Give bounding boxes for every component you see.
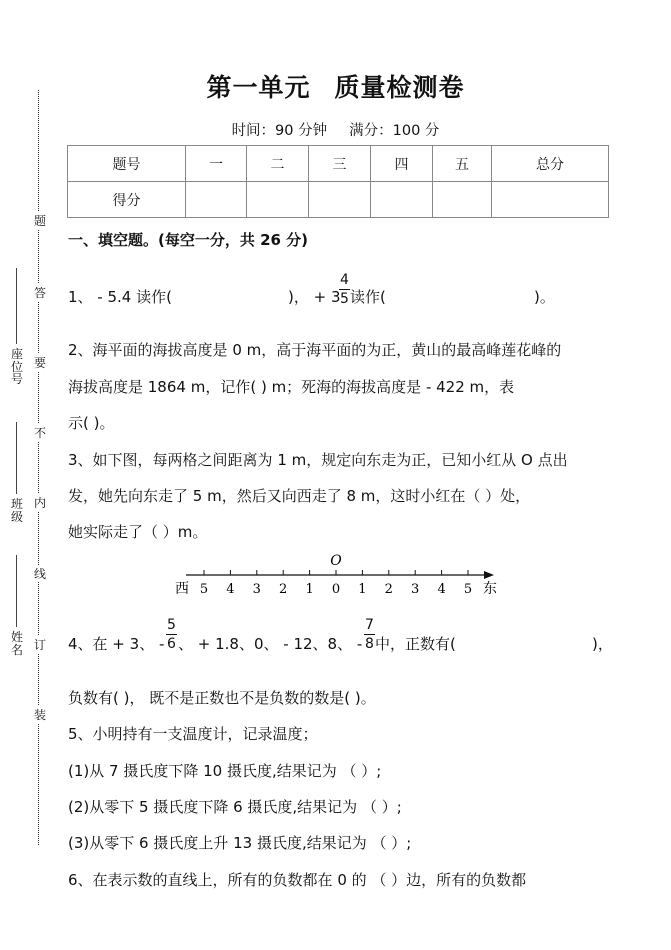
binding-char-4: 不 — [33, 426, 46, 440]
q2-line-1: 2、海平面的海拔高度是 0 m，高于海平面的为正，黄山的最高峰莲花峰的 — [68, 341, 562, 359]
tick-label-3: 2 — [279, 582, 288, 597]
section-heading: 一、填空题。(每空一分，共 26 分) — [68, 231, 309, 249]
tick-label-7: 2 — [384, 582, 393, 597]
binding-char-8: 装 — [33, 708, 46, 722]
q4-fraction-2 — [364, 618, 375, 651]
seat-number-label: 座位号 — [10, 347, 23, 387]
binding-char-2: 答 — [33, 286, 46, 300]
q2-line-3: 示( )。 — [68, 414, 115, 432]
tick-label-10: 5 — [463, 582, 473, 597]
score-table — [67, 145, 609, 218]
q5-line-2: (1)从 7 摄氏度下降 10 摄氏度,结果记为 （ ）; — [68, 762, 382, 780]
q2-line-2: 海拔高度是 1864 m，记作( ) m；死海的海拔高度是 - 422 m，表 — [68, 378, 515, 396]
score-cell-total[interactable] — [492, 182, 609, 218]
score-cell-2[interactable] — [247, 182, 309, 218]
east-label: 东 — [483, 581, 497, 597]
tick-label-4: 1 — [305, 582, 314, 597]
tick-label-2: 3 — [252, 582, 261, 597]
question-1 — [68, 273, 608, 317]
q4-part-c: 中，正数有( — [375, 635, 456, 653]
q4-line-2: 负数有( )， 既不是正数也不是负数的数是( )。 — [68, 689, 376, 707]
name-label: 姓名 — [10, 630, 23, 657]
q1-part-d: )。 — [534, 288, 555, 306]
tick-label-9: 4 — [437, 582, 446, 597]
title-part1: 第一单元 — [206, 73, 311, 102]
header-cell-2: 二 — [247, 146, 309, 182]
header-cell-4: 四 — [371, 146, 433, 182]
header-cell-3: 三 — [309, 146, 371, 182]
score-cell-5[interactable] — [433, 182, 492, 218]
question-4 — [68, 617, 613, 664]
number-line-ticks — [200, 570, 472, 597]
q3-line-2: 发，她先向东走了 5 m，然后又向西走了 8 m，这时小红在（ ）处， — [68, 487, 531, 505]
q5-line-1: 5、小明持有一支温度计，记录温度； — [68, 725, 318, 743]
exam-info — [0, 119, 671, 140]
west-label: 西 — [175, 581, 189, 597]
tick-label-6: 1 — [358, 582, 367, 597]
tick-label-8: 3 — [411, 582, 420, 597]
title-part2: 质量检测卷 — [334, 73, 465, 102]
header-cell-1: 一 — [186, 146, 247, 182]
binding-dotted-line — [38, 90, 39, 845]
q4-part-b: 、 + 1.8、0、 - 12、8、 - — [178, 635, 363, 653]
tick-label-5: 0 — [331, 582, 341, 597]
score-row-label: 得分 — [68, 182, 186, 218]
header-cell-total: 总分 — [492, 146, 609, 182]
seat-number-blank — [16, 268, 17, 344]
q3-line-1: 3、如下图，每两格之间距离为 1 m，规定向东走为正，已知小红从 O 点出 — [68, 451, 568, 469]
q5-line-4: (3)从零下 6 摄氏度上升 13 摄氏度,结果记为 （ ）; — [68, 834, 412, 852]
score-table-score-row — [68, 182, 609, 218]
q4-frac1-den: 6 — [167, 636, 176, 652]
header-cell-5: 五 — [433, 146, 492, 182]
binding-char-7: 订 — [33, 638, 46, 652]
tick-label-0: 5 — [199, 582, 209, 597]
q6-line-1: 6、在表示数的直线上，所有的负数都在 0 的 （ ）边，所有的负数都 — [68, 871, 527, 889]
score-cell-3[interactable] — [309, 182, 371, 218]
number-line-arrow — [484, 571, 494, 579]
binding-char-3: 要 — [33, 356, 46, 370]
class-blank — [16, 422, 17, 494]
q4-frac2-den: 8 — [365, 636, 374, 652]
q4-frac2-num: 7 — [365, 617, 374, 633]
q1-part-b: )， + 3 — [288, 288, 341, 306]
q1-frac-num: 4 — [340, 272, 349, 288]
binding-char-1: 题 — [33, 214, 46, 228]
q3-line-3: 她实际走了（ ）m。 — [68, 523, 208, 541]
binding-char-6: 线 — [33, 567, 46, 581]
page-title — [0, 68, 671, 104]
q1-frac-den: 5 — [340, 291, 349, 307]
q4-part-a: 4、在 + 3、 - — [68, 635, 165, 653]
q1-part-c: 读作( — [350, 288, 386, 306]
q4-fraction-1 — [166, 618, 177, 651]
name-blank — [16, 555, 17, 627]
q5-line-3: (2)从零下 5 摄氏度下降 6 摄氏度,结果记为 （ ）; — [68, 798, 402, 816]
header-cell-question: 题号 — [68, 146, 186, 182]
origin-label: O — [330, 553, 342, 569]
number-line — [168, 548, 508, 602]
score-cell-1[interactable] — [186, 182, 247, 218]
q4-frac1-num: 5 — [167, 617, 176, 633]
exam-full-score: 满分：100 分 — [349, 123, 440, 139]
q4-part-d: )， — [592, 635, 613, 653]
binding-char-5: 内 — [33, 496, 46, 510]
tick-label-1: 4 — [226, 582, 235, 597]
score-cell-4[interactable] — [371, 182, 433, 218]
exam-time: 时间：90 分钟 — [231, 123, 328, 139]
score-table-header-row — [68, 146, 609, 182]
class-label: 班级 — [10, 497, 23, 524]
q1-fraction — [339, 273, 350, 306]
q1-part-a: 1、 - 5.4 读作( — [68, 288, 172, 306]
